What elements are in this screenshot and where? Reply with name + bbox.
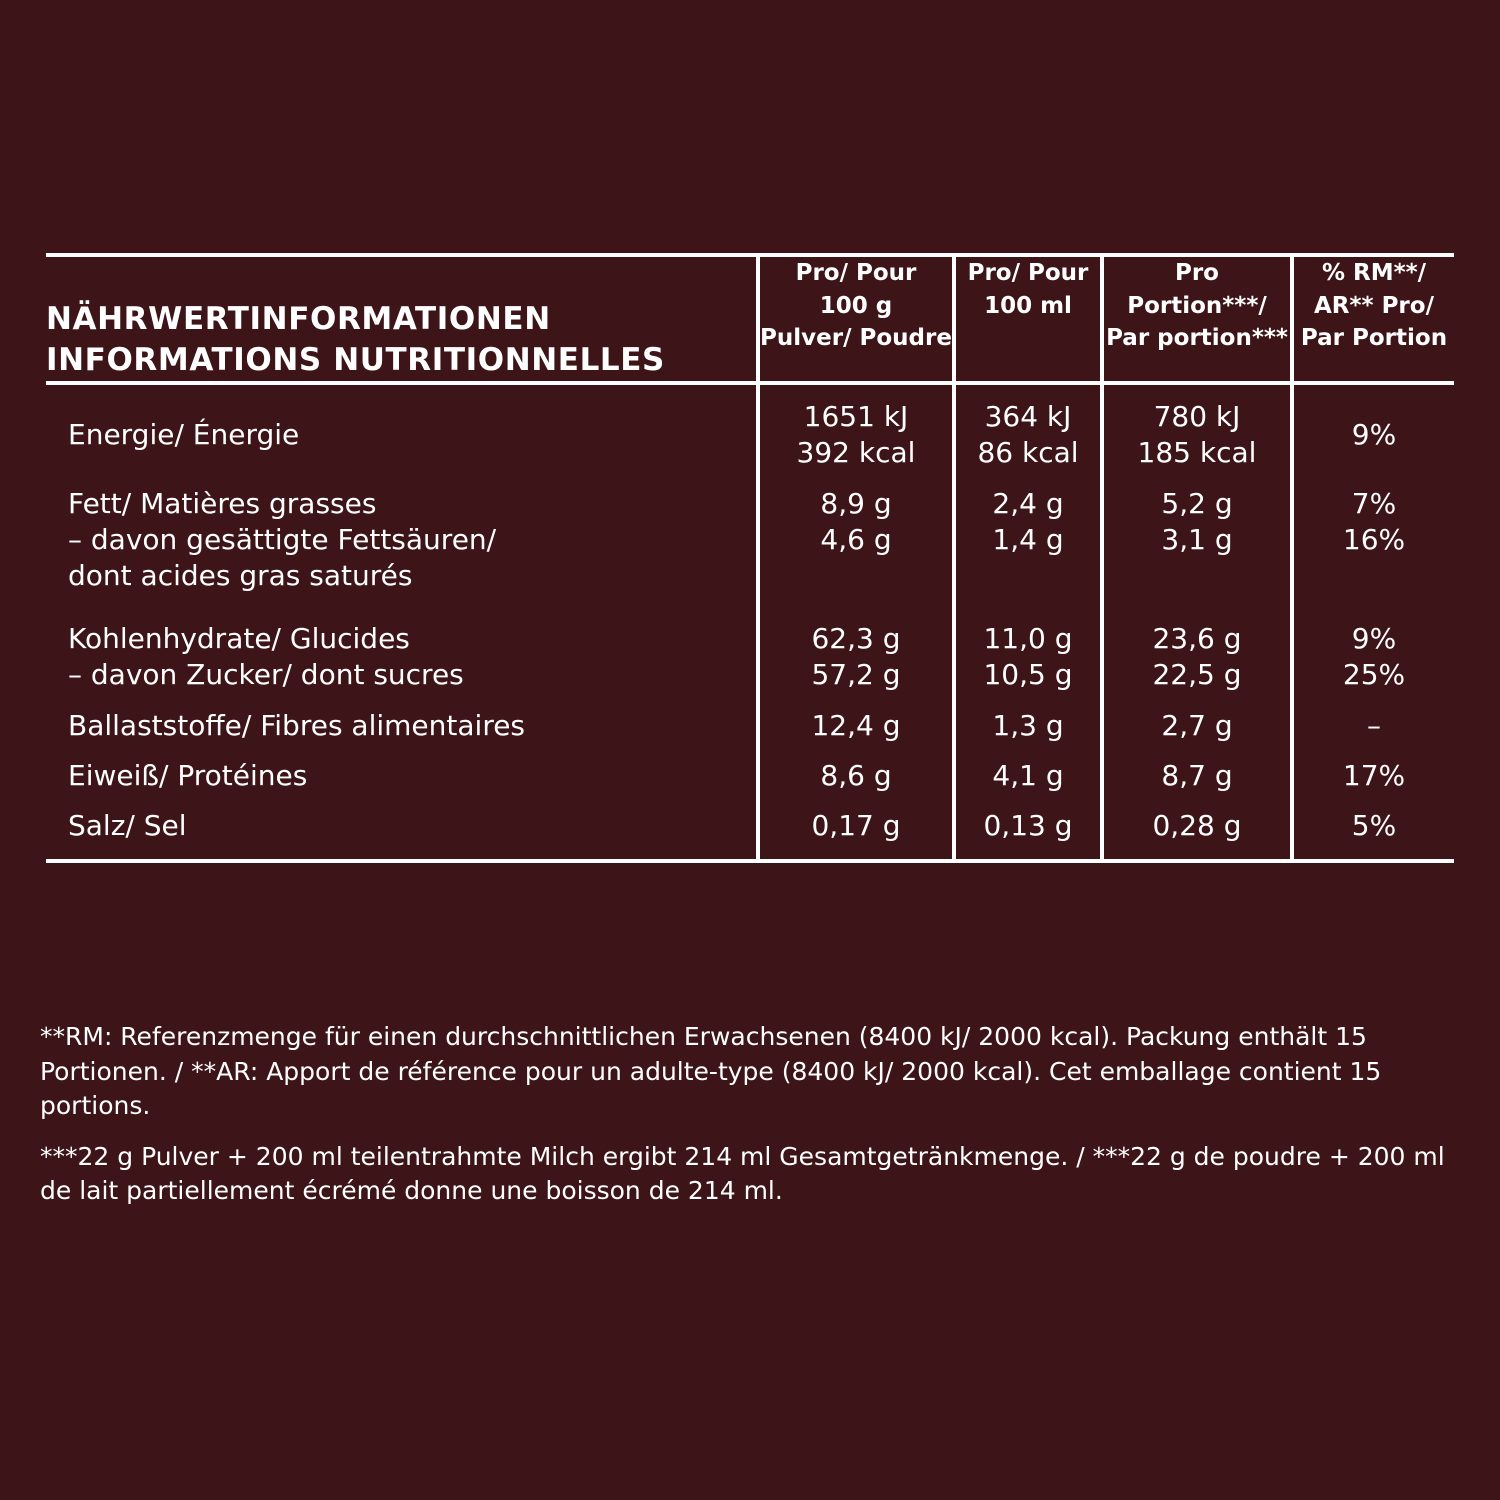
table-row — [46, 621, 1454, 657]
nutrition-table-container — [46, 253, 1454, 863]
cell-salt-100ml: 0,13 g — [954, 808, 1102, 844]
row-label-fat: Fett/ Matières grasses — [68, 486, 377, 520]
table-header-row — [46, 255, 1454, 383]
cell-sugars-rm: 25% — [1292, 657, 1454, 693]
spacer — [46, 794, 1454, 808]
column-header-line3: Pulver/ Poudre — [760, 325, 952, 352]
column-header-line2: AR** Pro/ — [1314, 292, 1434, 319]
row-label-salt: Salz/ Sel — [68, 809, 187, 843]
cell-carbohydrate-100g: 62,3 g — [758, 621, 954, 657]
column-header-line1: Pro/ Pour — [967, 260, 1089, 286]
footnote-portion: ***22 g Pulver + 200 ml teilentrahmte Milch ergibt 214 ml Gesamtgetränkmenge. / ***22 g de poudre + 200 ml de lait partiellement écrémé donne une boisson de 214 ml. — [40, 1141, 1445, 1205]
spacer — [46, 694, 1454, 708]
footnotes — [40, 1020, 1460, 1209]
cell-salt-100g: 0,17 g — [758, 808, 954, 844]
column-header-line2: Par portion*** — [1106, 325, 1288, 352]
column-header-line1: Pro/ Pour — [795, 260, 917, 286]
cell-carbohydrate-rm: 9% — [1292, 621, 1454, 657]
spacer — [46, 595, 1454, 621]
column-header-per-portion — [1102, 255, 1292, 383]
cell-fat-100g: 8,9 g — [758, 486, 954, 522]
spacer — [46, 845, 1454, 861]
table-row — [46, 399, 1454, 435]
title-de: NÄHRWERTINFORMATIONEN — [46, 301, 551, 337]
row-label-fibre: Ballaststoffe/ Fibres alimentaires — [68, 708, 526, 742]
cell-carbohydrate-portion: 23,6 g — [1102, 621, 1292, 657]
cell-sugars-portion: 22,5 g — [1102, 657, 1292, 693]
row-label-sugars: – davon Zucker/ dont sucres — [68, 658, 464, 692]
cell-protein-portion: 8,7 g — [1102, 758, 1292, 794]
column-header-line2: 100 g — [819, 292, 893, 319]
cell-saturates-portion: 3,1 g — [1102, 522, 1292, 595]
nutrition-table — [46, 253, 1454, 863]
column-header-line3: Par Portion — [1300, 325, 1448, 352]
row-label-saturates — [46, 522, 758, 595]
table-row — [46, 486, 1454, 522]
cell-saturates-100g: 4,6 g — [758, 522, 954, 595]
cell-fat-portion: 5,2 g — [1102, 486, 1292, 522]
column-header-line2: 100 ml — [984, 292, 1072, 319]
cell-energy-100g-kcal: 392 kcal — [758, 435, 954, 471]
cell-energy-100ml-kj: 364 kJ — [954, 399, 1102, 435]
cell-fibre-portion: 2,7 g — [1102, 708, 1292, 744]
column-header-per-100ml — [954, 255, 1102, 383]
column-header-percent-rm — [1292, 255, 1454, 383]
row-label-protein: Eiweiß/ Protéines — [68, 758, 308, 792]
column-header-line1: Pro Portion***/ — [1127, 260, 1267, 319]
row-label-saturates-line2: dont acides gras saturés — [68, 559, 413, 593]
cell-saturates-rm: 16% — [1292, 522, 1454, 595]
cell-fibre-100ml: 1,3 g — [954, 708, 1102, 744]
cell-protein-100ml: 4,1 g — [954, 758, 1102, 794]
table-row — [46, 808, 1454, 844]
cell-energy-rm: 9% — [1292, 399, 1454, 472]
row-label-saturates-line1: – davon gesättigte Fettsäuren/ — [68, 522, 497, 556]
cell-fibre-rm: – — [1292, 708, 1454, 744]
cell-fat-100ml: 2,4 g — [954, 486, 1102, 522]
page-title — [46, 255, 758, 383]
spacer — [46, 472, 1454, 486]
table-row — [46, 708, 1454, 744]
cell-salt-rm: 5% — [1292, 808, 1454, 844]
spacer — [46, 744, 1454, 758]
column-header-per-100g-powder — [758, 255, 954, 383]
cell-energy-portion-kj: 780 kJ — [1102, 399, 1292, 435]
table-row — [46, 522, 1454, 595]
cell-energy-100g-kj: 1651 kJ — [758, 399, 954, 435]
table-row — [46, 657, 1454, 693]
cell-carbohydrate-100ml: 11,0 g — [954, 621, 1102, 657]
cell-salt-portion: 0,28 g — [1102, 808, 1292, 844]
cell-protein-100g: 8,6 g — [758, 758, 954, 794]
cell-energy-100ml-kcal: 86 kcal — [954, 435, 1102, 471]
column-header-line1: % RM**/ — [1321, 260, 1427, 286]
cell-sugars-100g: 57,2 g — [758, 657, 954, 693]
cell-sugars-100ml: 10,5 g — [954, 657, 1102, 693]
spacer — [46, 385, 1454, 399]
table-row — [46, 758, 1454, 794]
cell-fibre-100g: 12,4 g — [758, 708, 954, 744]
cell-fat-rm: 7% — [1292, 486, 1454, 522]
cell-saturates-100ml: 1,4 g — [954, 522, 1102, 595]
cell-energy-portion-kcal: 185 kcal — [1102, 435, 1292, 471]
footnote-reference-intake: **RM: Referenzmenge für einen durchschnittlichen Erwachsenen (8400 kJ/ 2000 kcal). Packung enthält 15 Portionen. / **AR: Apport de référence pour un adulte-type (8400 kJ/ 2000 kcal). Cet emballage contient 15 portions. — [40, 1022, 1382, 1120]
row-label-carbohydrate: Kohlenhydrate/ Glucides — [68, 621, 410, 655]
cell-protein-rm: 17% — [1292, 758, 1454, 794]
title-fr: INFORMATIONS NUTRITIONNELLES — [46, 341, 665, 378]
row-label-energy: Energie/ Énergie — [68, 418, 300, 451]
